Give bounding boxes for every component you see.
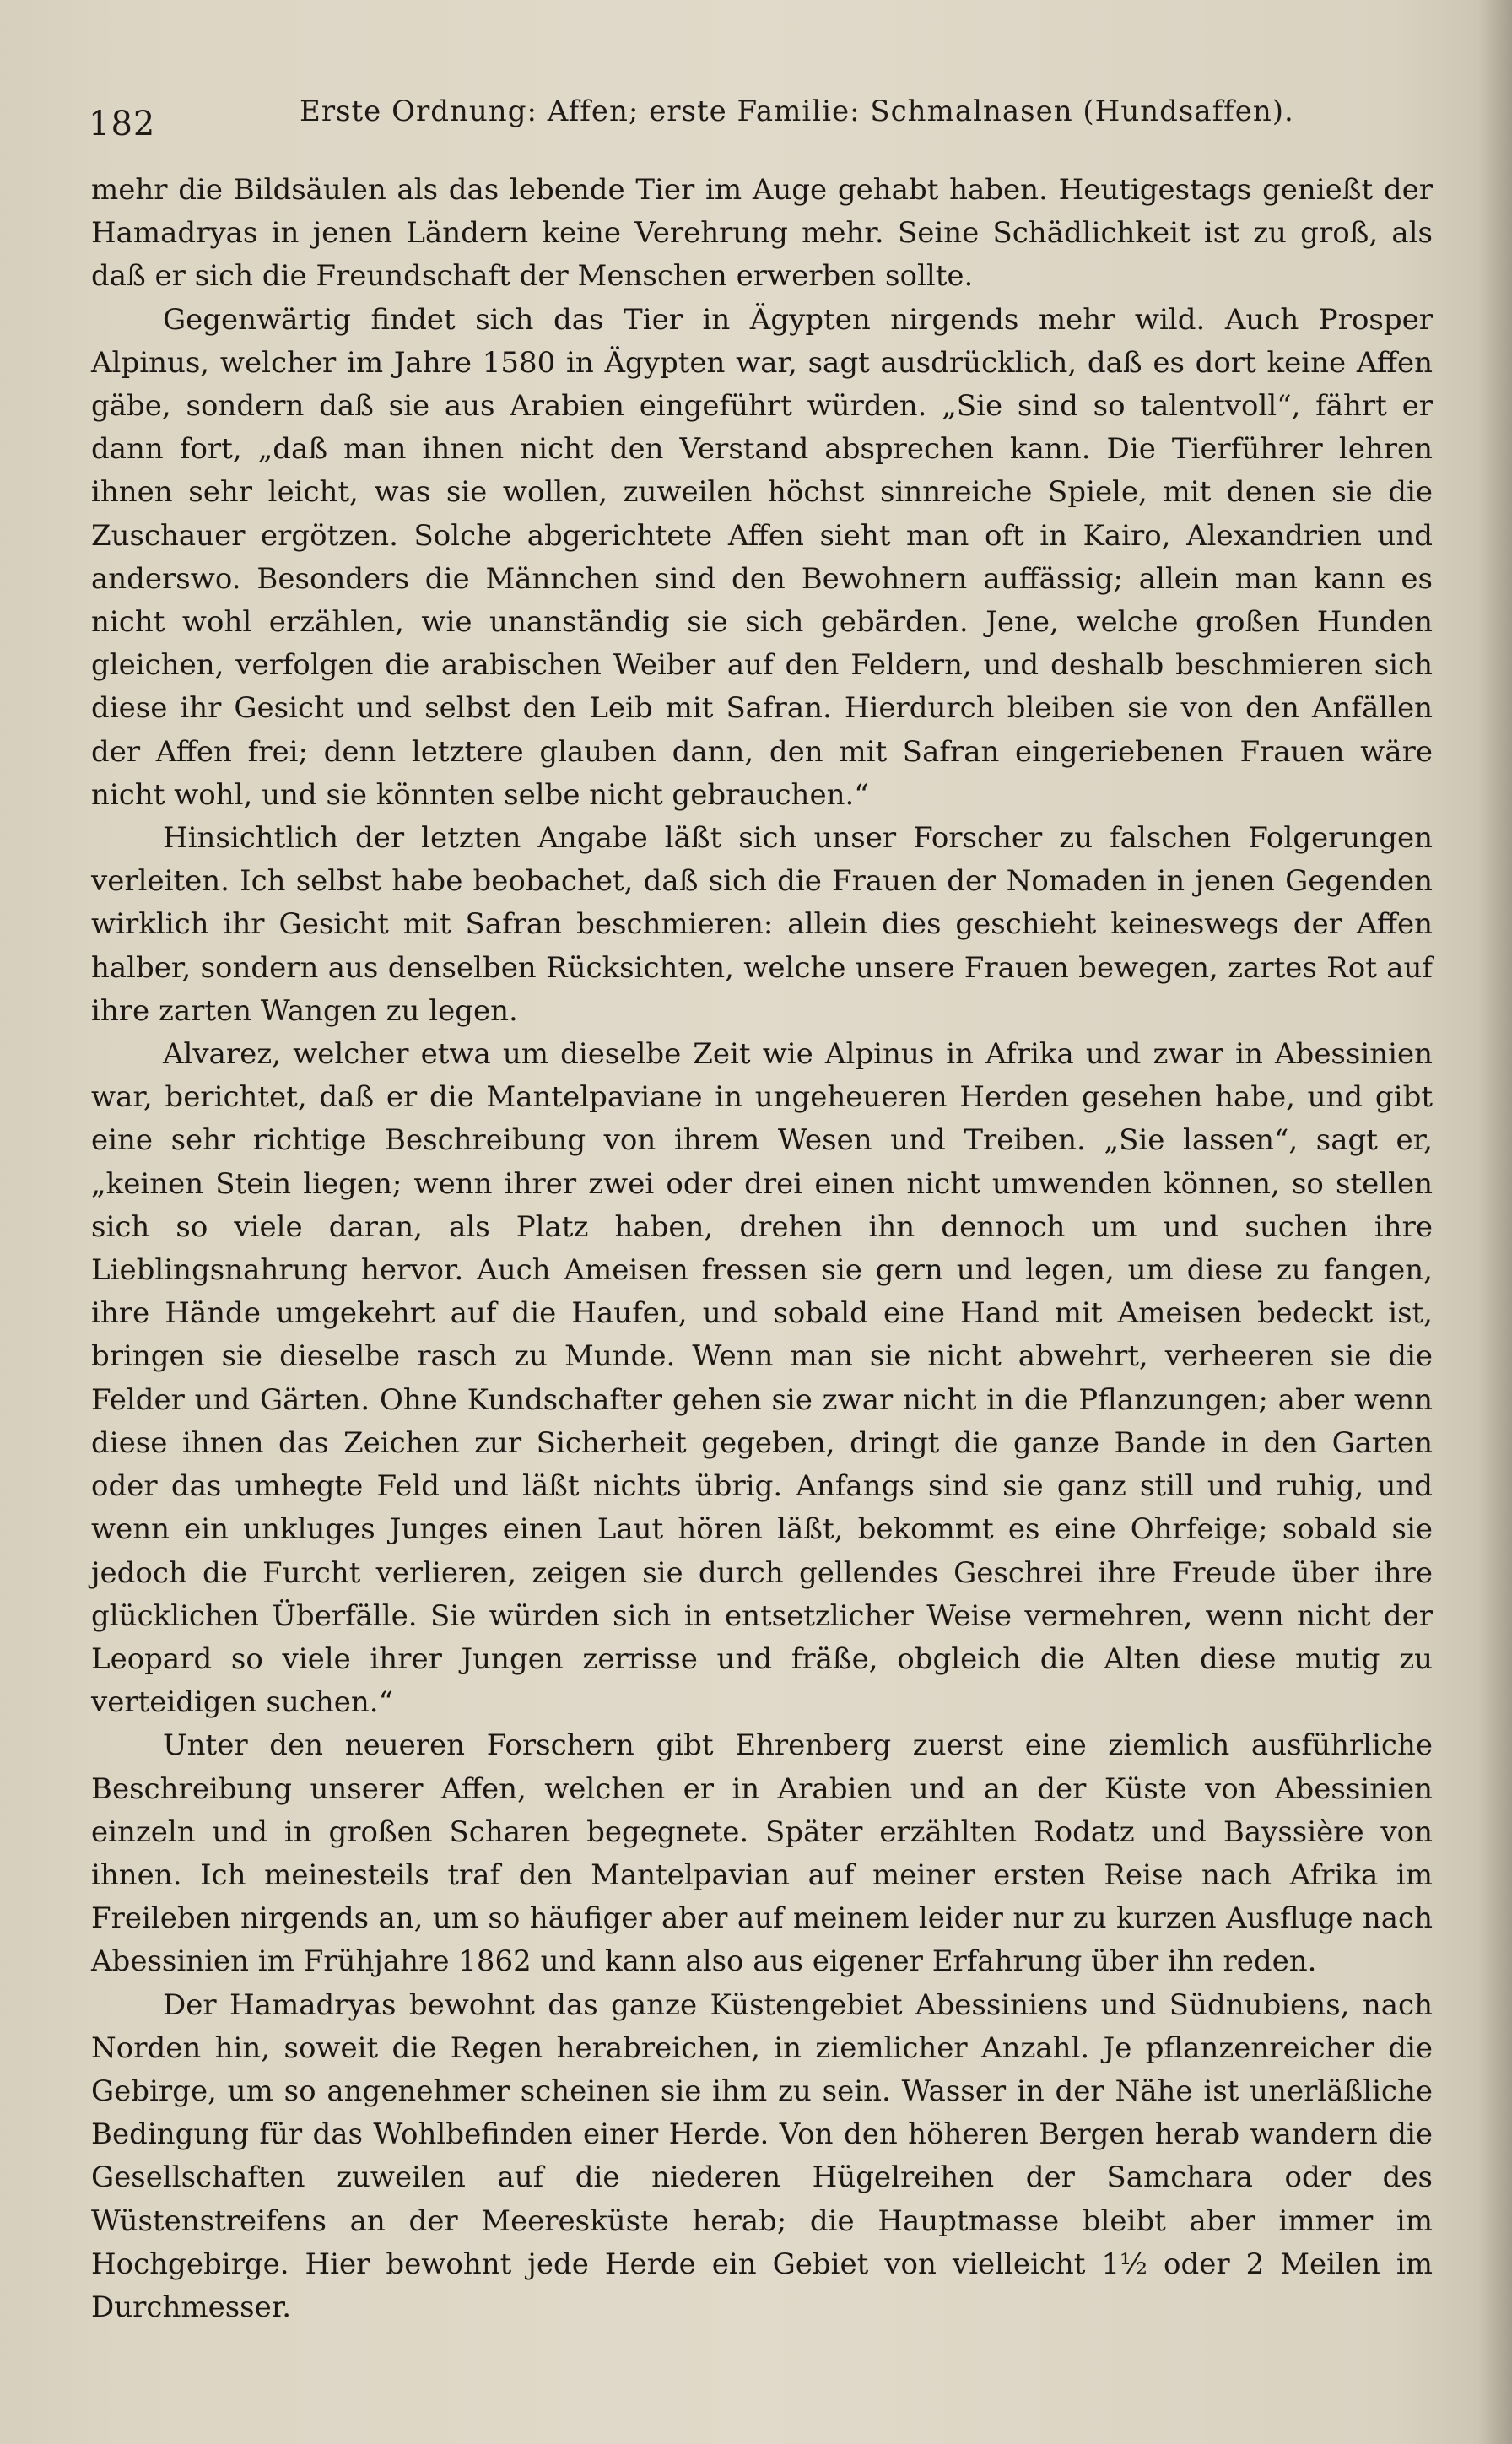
paragraph-5: Unter den neueren Forschern gibt Ehrenberg zuerst eine ziemlich ausführliche Beschreibung unserer Affen, welchen er in Arabien und an der Küste von Abessinien einzeln und in großen Scharen begegnete. Später erzählten Rodatz und Bayssière von ihnen. Ich meinesteils traf den Mantelpavian auf meiner ersten Reise nach Afrika im Freileben nirgends an, um so häufiger aber auf meinem leider nur zu kurzen Ausfluge nach Abessinien im Frühjahre 1862 und kann also aus eigener Erfahrung über ihn reden. — [91, 1728, 1433, 1979]
paragraph-4: Alvarez, welcher etwa um dieselbe Zeit wie Alpinus in Afrika und zwar in Abessinien war, berichtet, daß er die Mantelpaviane in ungeheueren Herden gesehen habe, und gibt eine sehr richtige Beschreibung von ihrem Wesen und Treiben. „Sie lassen“, sagt er, „keinen Stein liegen; wenn ihrer zwei oder drei einen nicht umwenden können, so stellen sich so viele daran, als Platz haben, drehen ihn dennoch um und suchen ihre Lieblingsnahrung hervor. Auch Ameisen fressen sie gern und legen, um diese zu fangen, ihre Hände umgekehrt auf die Haufen, und sobald eine Hand mit Ameisen bedeckt ist, bringen sie dieselbe rasch zu Munde. Wenn man sie nicht abwehrt, verheeren sie die Felder und Gärten. Ohne Kundschafter gehen sie zwar nicht in die Pflanzungen; aber wenn diese ihnen das Zeichen zur Sicherheit gegeben, dringt die ganze Bande in den Garten oder das umhegte Feld und läßt nichts übrig. Anfangs sind sie ganz still und ruhig, und wenn ein unkluges Junges einen Laut hören läßt, bekommt es eine Ohrfeige; sobald sie jedoch die Furcht verlieren, zeigen sie durch gellendes Geschrei ihre Freude über ihre glücklichen Überfälle. Sie würden sich in entsetzlicher Weise vermehren, wenn nicht der Leopard so viele ihrer Jungen zerrisse und fräße, obgleich die Alten diese mutig zu verteidigen suchen.“ — [91, 1037, 1433, 1720]
paragraph-3: Hinsichtlich der letzten Angabe läßt sich unser Forscher zu falschen Folgerungen verleiten. Ich selbst habe beobachet, daß sich die Frauen der Nomaden in jenen Gegenden wirklich ihr Gesicht mit Safran beschmieren: allein dies geschieht keineswegs der Affen halber, sondern aus denselben Rücksichten, welche unsere Frauen bewegen, zartes Rot auf ihre zarten Wangen zu legen. — [91, 821, 1433, 1028]
paragraph-2: Gegenwärtig findet sich das Tier in Ägypten nirgends mehr wild. Auch Prosper Alpinus, welcher im Jahre 1580 in Ägypten war, sagt ausdrücklich, daß es dort keine Affen gäbe, sondern daß sie aus Arabien eingeführt würden. „Sie sind so talentvoll“, fährt er dann fort, „daß man ihnen nicht den Verstand absprechen kann. Die Tierführer lehren ihnen sehr leicht, was sie wollen, zuweilen höchst sinnreiche Spiele, mit denen sie die Zuschauer ergötzen. Solche abgerichtete Affen sieht man oft in Kairo, Alexandrien und anderswo. Besonders die Männchen sind den Bewohnern auffässig; allein man kann es nicht wohl erzählen, wie unanständig sie sich gebärden. Jene, welche großen Hunden gleichen, verfolgen die arabischen Weiber auf den Feldern, und deshalb beschmieren sich diese ihr Gesicht und selbst den Leib mit Safran. Hierdurch bleiben sie von den Anfällen der Affen frei; denn letztere glauben dann, den mit Safran eingeriebenen Frauen wäre nicht wohl, und sie könnten selbe nicht gebrauchen.“ — [91, 302, 1433, 812]
page-header — [89, 95, 1439, 145]
paragraph-1: mehr die Bildsäulen als das lebende Tier im Auge gehabt haben. Heutigestags genießt der Hamadryas in jenen Ländern keine Verehrung mehr. Seine Schädlichkeit ist zu groß, als daß er sich die Freundschaft der Menschen erwerben sollte. — [91, 173, 1433, 294]
running-head: Erste Ordnung: Affen; erste Familie: Schmalnasen (Hundsaffen). — [300, 95, 1294, 128]
paragraph-6: Der Hamadryas bewohnt das ganze Küstengebiet Abessiniens und Südnubiens, nach Norden hin, soweit die Regen herabreichen, in ziemlicher Anzahl. Je pflanzenreicher die Gebirge, um so angenehmer scheinen sie ihm zu sein. Wasser in der Nähe ist unerläßliche Bedingung für das Wohlbefinden einer Herde. Von den höheren Bergen herab wandern die Gesellschaften zuweilen auf die niederen Hügelreihen der Samchara oder des Wüstenstreifens an der Meeresküste herab; die Hauptmasse bleibt aber immer im Hochgebirge. Hier bewohnt jede Herde ein Gebiet von vielleicht 1½ oder 2 Meilen im Durchmesser. — [91, 1987, 1433, 2324]
page-number: 182 — [89, 105, 156, 143]
body-text — [91, 169, 1433, 2329]
